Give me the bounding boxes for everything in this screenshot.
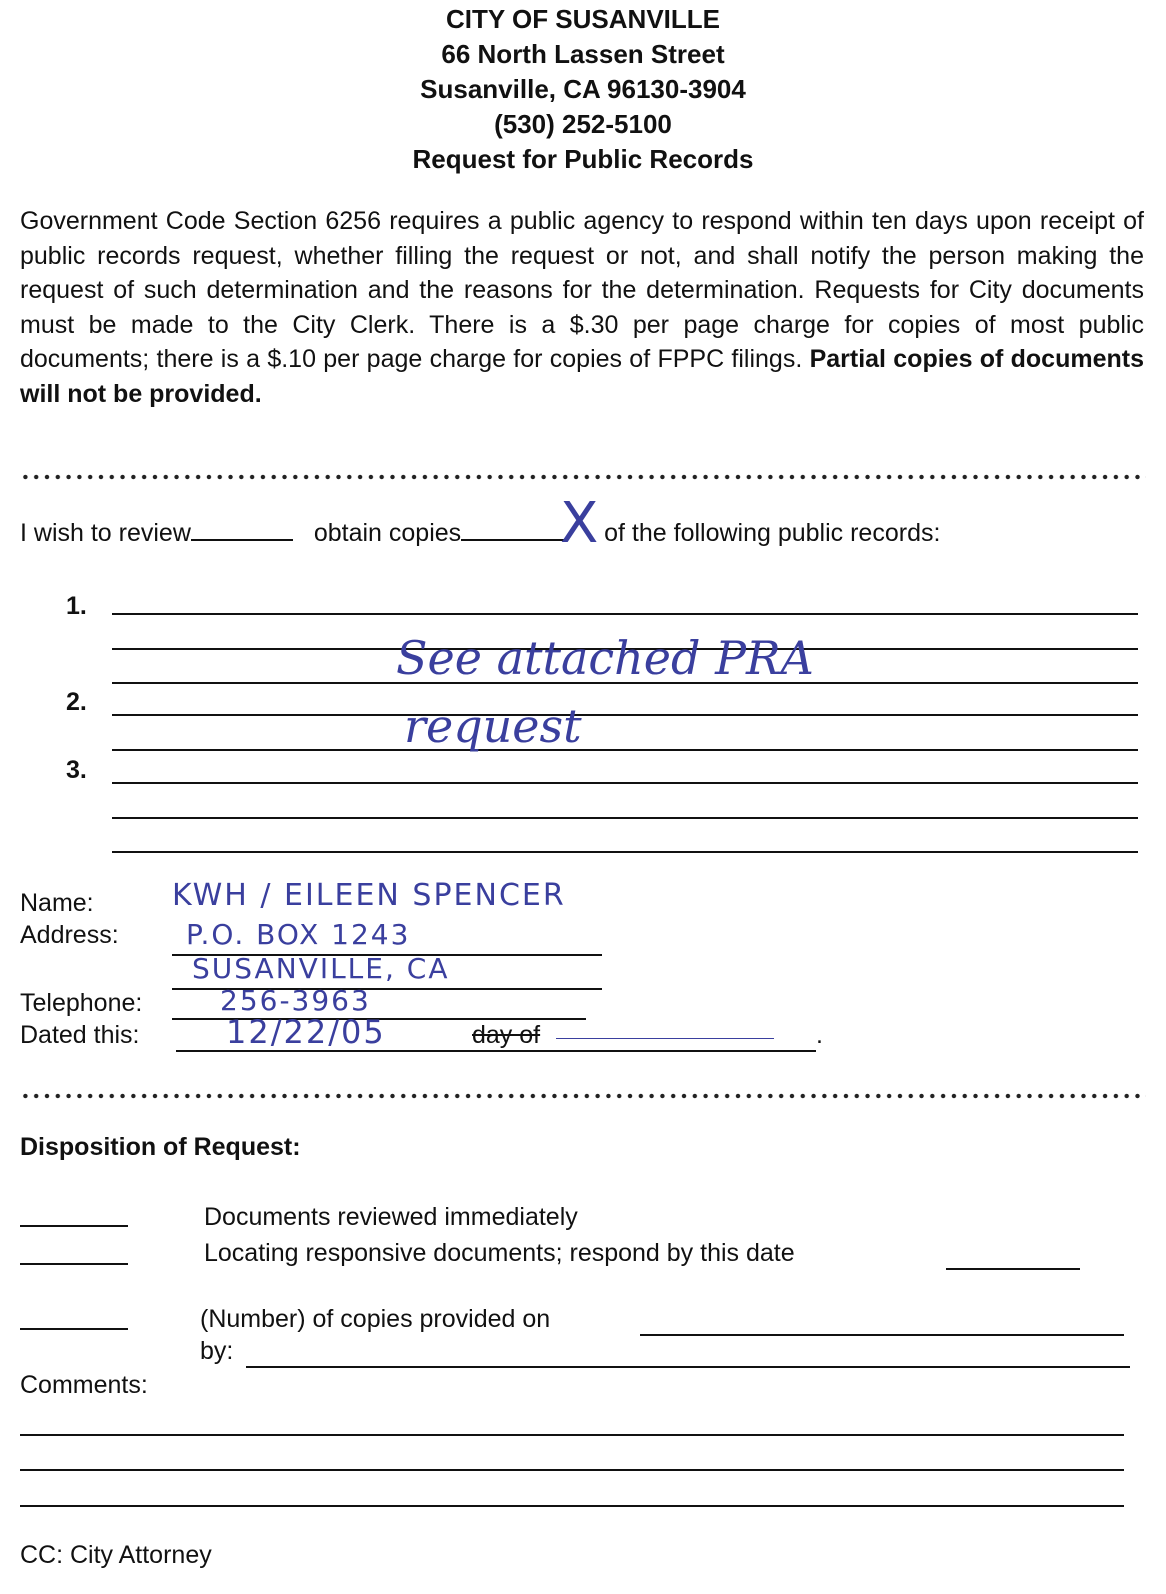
city-name: CITY OF SUSANVILLE bbox=[446, 4, 720, 34]
option1-checkline[interactable] bbox=[20, 1225, 128, 1227]
item-number-3: 3. bbox=[66, 756, 87, 784]
by-label: by: bbox=[200, 1337, 234, 1365]
option3-checkline[interactable] bbox=[20, 1328, 128, 1330]
option-locating-documents: Locating responsive documents; respond by this date bbox=[204, 1239, 795, 1267]
request-type-line bbox=[20, 518, 940, 548]
records-label: of the following public records: bbox=[604, 519, 941, 547]
day-of-label: day of bbox=[472, 1021, 541, 1049]
intro-text: Government Code Section 6256 requires a public agency to respond within ten days upon receipt of public records request, whether filling the request or not, and shall notify the person making the request of such determination and the reasons for the determination. Requests for City documents must be made to the City Clerk. There is a $.30 per page charge for copies of most public documents; there is a $.10 per page charge for copies of FPPC filings. bbox=[20, 207, 1144, 374]
record-line-8[interactable] bbox=[112, 851, 1138, 853]
address-value-line1[interactable]: P.O. BOX 1243 bbox=[186, 918, 411, 951]
letterhead bbox=[0, 2, 1166, 177]
item-number-2: 2. bbox=[66, 688, 87, 716]
option2-checkline[interactable] bbox=[20, 1263, 128, 1265]
respond-date-line[interactable] bbox=[946, 1268, 1080, 1270]
copies-provided-line[interactable] bbox=[640, 1334, 1124, 1336]
partial-copies-note: Partial copies of documents will not be provided. bbox=[20, 345, 1144, 408]
record-line-4[interactable] bbox=[112, 714, 1138, 716]
by-line[interactable] bbox=[246, 1366, 1130, 1368]
copies-blank[interactable] bbox=[461, 539, 567, 541]
option-reviewed-immediately: Documents reviewed immediately bbox=[204, 1203, 578, 1231]
street-address: 66 North Lassen Street bbox=[441, 39, 725, 69]
dotted-divider bbox=[20, 474, 1146, 480]
record-line-7[interactable] bbox=[112, 817, 1138, 819]
intro-paragraph bbox=[20, 204, 1144, 412]
comments-line-3[interactable] bbox=[20, 1505, 1124, 1507]
dotted-divider bbox=[20, 1093, 1146, 1099]
phone-number: (530) 252-5100 bbox=[494, 109, 672, 139]
copies-label: obtain copies bbox=[313, 519, 462, 547]
comments-line-1[interactable] bbox=[20, 1434, 1124, 1436]
name-label: Name: bbox=[20, 889, 94, 917]
dated-period: . bbox=[816, 1021, 823, 1049]
review-label: I wish to review bbox=[20, 519, 191, 547]
copies-check-mark: X bbox=[560, 491, 599, 556]
disposition-heading: Disposition of Request: bbox=[20, 1133, 301, 1161]
dated-label: Dated this: bbox=[20, 1021, 140, 1049]
form-title: Request for Public Records bbox=[412, 144, 754, 174]
day-of-stroke bbox=[556, 1038, 774, 1039]
telephone-value[interactable]: 256-3963 bbox=[220, 984, 371, 1017]
comments-label: Comments: bbox=[20, 1371, 148, 1399]
address-value-line2[interactable]: SUSANVILLE, CA bbox=[192, 952, 450, 985]
record-line-6[interactable] bbox=[112, 782, 1138, 784]
dated-value[interactable]: 12/22/05 bbox=[226, 1013, 386, 1051]
review-blank[interactable] bbox=[191, 539, 293, 541]
record-line-5[interactable] bbox=[112, 749, 1138, 751]
city-state-zip: Susanville, CA 96130-3904 bbox=[420, 74, 746, 104]
comments-line-2[interactable] bbox=[20, 1469, 1124, 1471]
item-number-1: 1. bbox=[66, 592, 87, 620]
handwritten-records-line2: request bbox=[404, 699, 582, 753]
telephone-label: Telephone: bbox=[20, 989, 143, 1017]
record-line-1[interactable] bbox=[112, 613, 1138, 615]
cc-line: CC: City Attorney bbox=[20, 1541, 212, 1569]
copies-provided-label: (Number) of copies provided on bbox=[200, 1305, 551, 1333]
handwritten-records-line1: See attached PRA bbox=[396, 631, 814, 685]
name-value[interactable]: KWH / EILEEN SPENCER bbox=[172, 878, 566, 913]
address-label: Address: bbox=[20, 921, 119, 949]
